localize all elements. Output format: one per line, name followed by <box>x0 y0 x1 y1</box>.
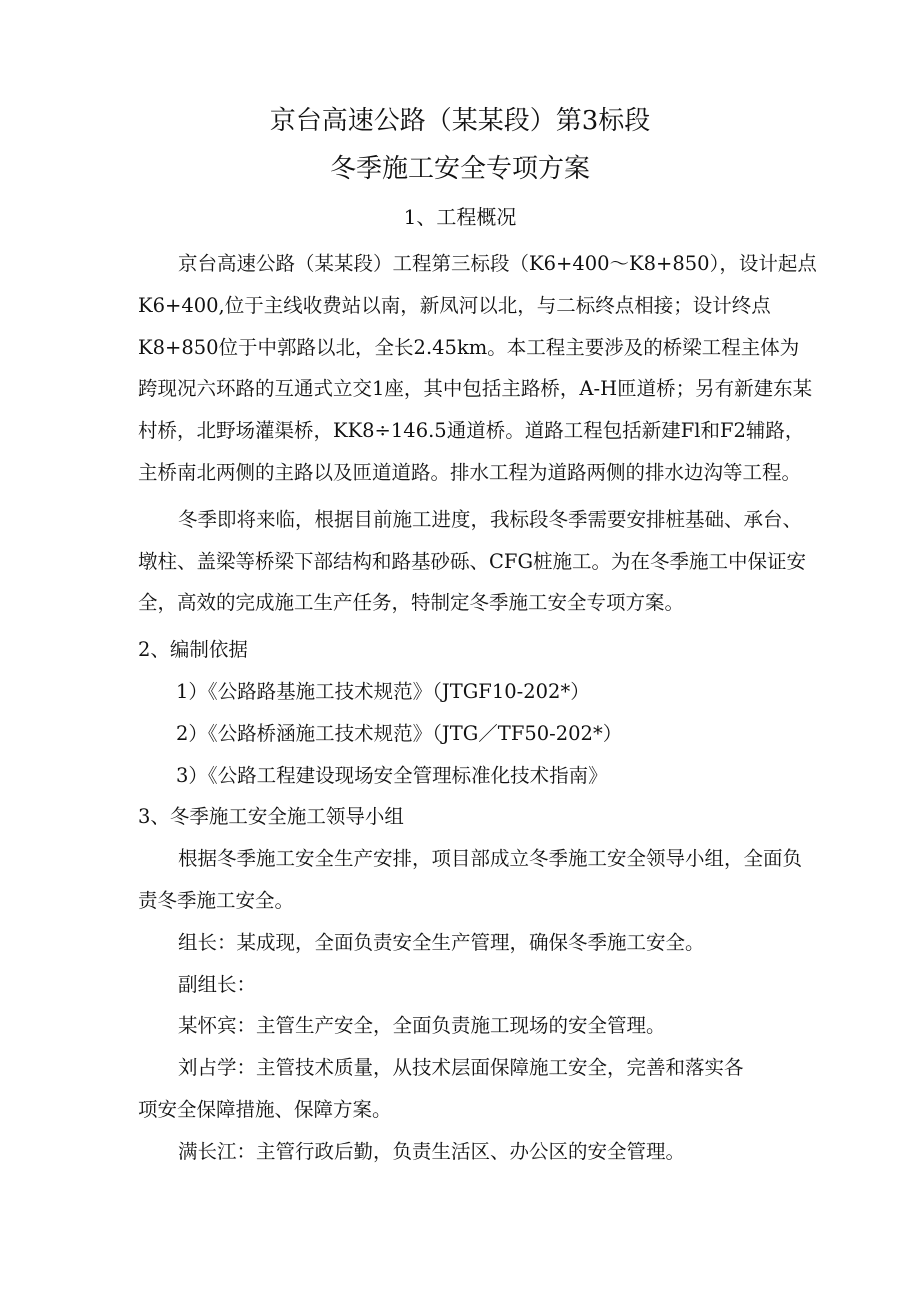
winter-construction-paragraph: 冬季即将来临，根据目前施工进度，我标段冬季需要安排桩基础、承台、墩柱、盖梁等桥梁下部结构和路基砂砾、CFG桩施工。为在冬季施工中保证安全，高效的完成施工生产任务，特制定冬季施工安全专项方案。 <box>138 507 807 615</box>
deputy-leader-line: 某怀宾：主管生产安全，全面负责施工现场的安全管理。 <box>178 1014 666 1038</box>
document-title-line1: 京台高速公路（某某段）第3标段 <box>269 106 651 136</box>
reference-item: 1）《公路路基施工技术规范》（JTGF10-202*） <box>176 679 590 703</box>
deputy-leader-line: 满长江：主管行政后勤，负责生活区、办公区的安全管理。 <box>178 1139 686 1163</box>
deputy-leader-line: 刘占学：主管技术质量，从技术层面保障施工安全，完善和落实各 <box>178 1056 744 1080</box>
reference-item: 3）《公路工程建设现场安全管理标准化技术指南》 <box>176 763 608 787</box>
document-body <box>138 243 818 1173</box>
section3-heading: 3、冬季施工安全施工领导小组 <box>138 805 404 829</box>
deputy-leader-label: 副组长： <box>178 972 257 996</box>
deputy-leader-line-continued: 项安全保障措施、保障方案。 <box>138 1097 392 1121</box>
document-title-line2: 冬季施工安全专项方案 <box>329 154 590 184</box>
leadership-group-paragraph: 根据冬季施工安全生产安排，项目部成立冬季施工安全领导小组，全面负责冬季施工安全。 <box>138 847 803 912</box>
group-leader-line: 组长：某成现，全面负责安全生产管理，确保冬季施工安全。 <box>178 930 705 954</box>
reference-item: 2）《公路桥涵施工技术规范》（JTG／TF50-202*） <box>176 721 623 745</box>
section2-heading: 2、编制依据 <box>138 638 248 662</box>
section1-heading: 1、工程概况 <box>403 205 517 229</box>
project-overview-paragraph: 京台高速公路（某某段）工程第三标段（K6+400～K8+850），设计起点K6+400,位于主线收费站以南，新凤河以北，与二标终点相接；设计终点K8+850位于中郭路以北，全长2.45km。本工程主要涉及的桥梁工程主体为跨现况六环路的互通式立交1座，其中包括主路桥，A-H匝道桥；另有新建东某村桥，北野场灌渠桥，KK8÷146.5通道桥。道路工程包括新建Fl和F2辅路，主桥南北两侧的主路以及匝道道路。排水工程为道路两侧的排水边沟等工程。 <box>138 252 817 484</box>
